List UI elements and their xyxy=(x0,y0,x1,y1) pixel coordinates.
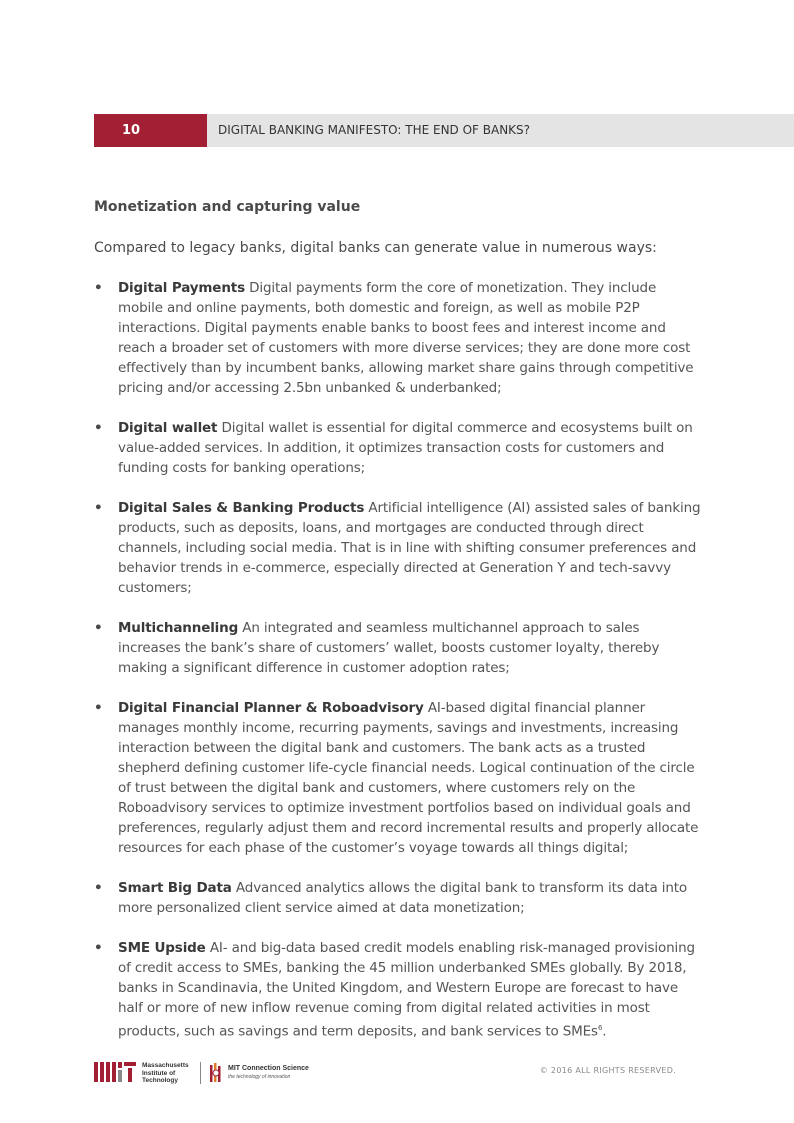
connection-science-title: MIT Connection Science xyxy=(228,1065,309,1072)
list-item xyxy=(94,698,704,858)
bullet-icon: • xyxy=(94,500,103,516)
footnote-marker: 6 xyxy=(597,1024,603,1032)
page-footer xyxy=(94,1060,694,1088)
bullet-icon: • xyxy=(94,700,103,716)
list-item xyxy=(94,498,704,598)
footer-divider xyxy=(200,1062,201,1084)
bullet-title: Digital Financial Planner & Roboadvisory xyxy=(118,700,424,716)
bullet-text: Advanced analytics allows the digital bank to transform its data into more personalized client service aimed at data monetization; xyxy=(118,880,688,916)
bullet-text: Digital payments form the core of monetization. They include mobile and online payments, both domestic and foreign, as well as mobile P2P interactions. Digital payments enable banks to boost fees and interest income and reach a broader set of customers with more diverse services; they are done more cost effectively than by incumbent banks, allowing market share gains through competitive pricing and/or accessing 2.5bn unbanked & underbanked; xyxy=(118,280,694,396)
list-item xyxy=(94,418,704,478)
connection-science-tagline: the technology of innovation xyxy=(228,1074,291,1080)
bullet-title: SME Upside xyxy=(118,940,206,956)
list-item xyxy=(94,278,704,398)
bullet-text: An integrated and seamless multichannel approach to sales increases the bank’s share of customers’ wallet, boosts customer loyalty, thereby making a significant difference in customer adoption rates; xyxy=(118,620,660,676)
intro-paragraph: Compared to legacy banks, digital banks can generate value in numerous ways: xyxy=(94,240,657,256)
page-number: 10 xyxy=(94,114,207,147)
bullet-title: Multichanneling xyxy=(118,620,239,636)
mit-wordmark-line: Technology xyxy=(142,1077,178,1084)
mit-logo-icon xyxy=(94,1060,138,1084)
document-title: DIGITAL BANKING MANIFESTO: THE END OF BANKS? xyxy=(218,123,531,137)
bullet-icon: • xyxy=(94,620,103,636)
bullet-title: Digital Payments xyxy=(118,280,245,296)
list-item xyxy=(94,618,704,678)
bullet-text: AI- and big-data based credit models enabling risk-managed provisioning of credit access to SMEs, banking the 45 million underbanked SMEs globally. By 2018, banks in Scandinavia, the United Kingdom, and Western Europe are forecast to have half or more of new inflow revenue coming from digital related activities in most products, such as savings and term deposits, and bank services to SMEs xyxy=(118,940,695,1040)
bullet-text: AI-based digital financial planner manages monthly income, recurring payments, savings and investments, increasing interaction between the digital bank and customers. The bank acts as a trusted shepherd defining customer life-cycle financial needs. Logical continuation of the circle of trust between the digital bank and customers, where customers rely on the Roboadvisory services to optimize investment portfolios based on individual goals and preferences, regularly adjust them and record incremental results and properly allocate resources for each phase of the customer’s voyage towards all things digital; xyxy=(118,700,699,856)
bullet-icon: • xyxy=(94,940,103,956)
bullet-title: Digital Sales & Banking Products xyxy=(118,500,365,516)
bullet-text: Artificial intelligence (AI) assisted sales of banking products, such as deposits, loans, and mortgages are conducted through direct channels, including social media. That is in line with shifting consumer preferences and behavior trends in e-commerce, especially directed at Generation Y and tech-savvy customers; xyxy=(118,500,701,596)
list-item xyxy=(94,938,704,1042)
bullet-icon: • xyxy=(94,280,103,296)
mit-wordmark xyxy=(142,1062,189,1085)
copyright-notice: © 2016 ALL RIGHTS RESERVED. xyxy=(539,1066,676,1075)
mit-wordmark-line: Massachusetts xyxy=(142,1062,189,1069)
bullet-icon: • xyxy=(94,880,103,896)
bullet-title: Smart Big Data xyxy=(118,880,232,896)
section-heading: Monetization and capturing value xyxy=(94,199,361,215)
bullet-icon: • xyxy=(94,420,103,436)
bullet-title: Digital wallet xyxy=(118,420,218,436)
list-item xyxy=(94,878,704,918)
bullet-end: . xyxy=(602,1023,607,1040)
connection-science-icon xyxy=(209,1062,223,1084)
monetization-list xyxy=(94,278,704,1062)
bullet-text: Digital wallet is essential for digital commerce and ecosystems built on value-added services. In addition, it optimizes transaction costs for customers and funding costs for banking operations; xyxy=(118,420,693,476)
page-header xyxy=(94,114,794,147)
mit-wordmark-line: Institute of xyxy=(142,1069,176,1077)
